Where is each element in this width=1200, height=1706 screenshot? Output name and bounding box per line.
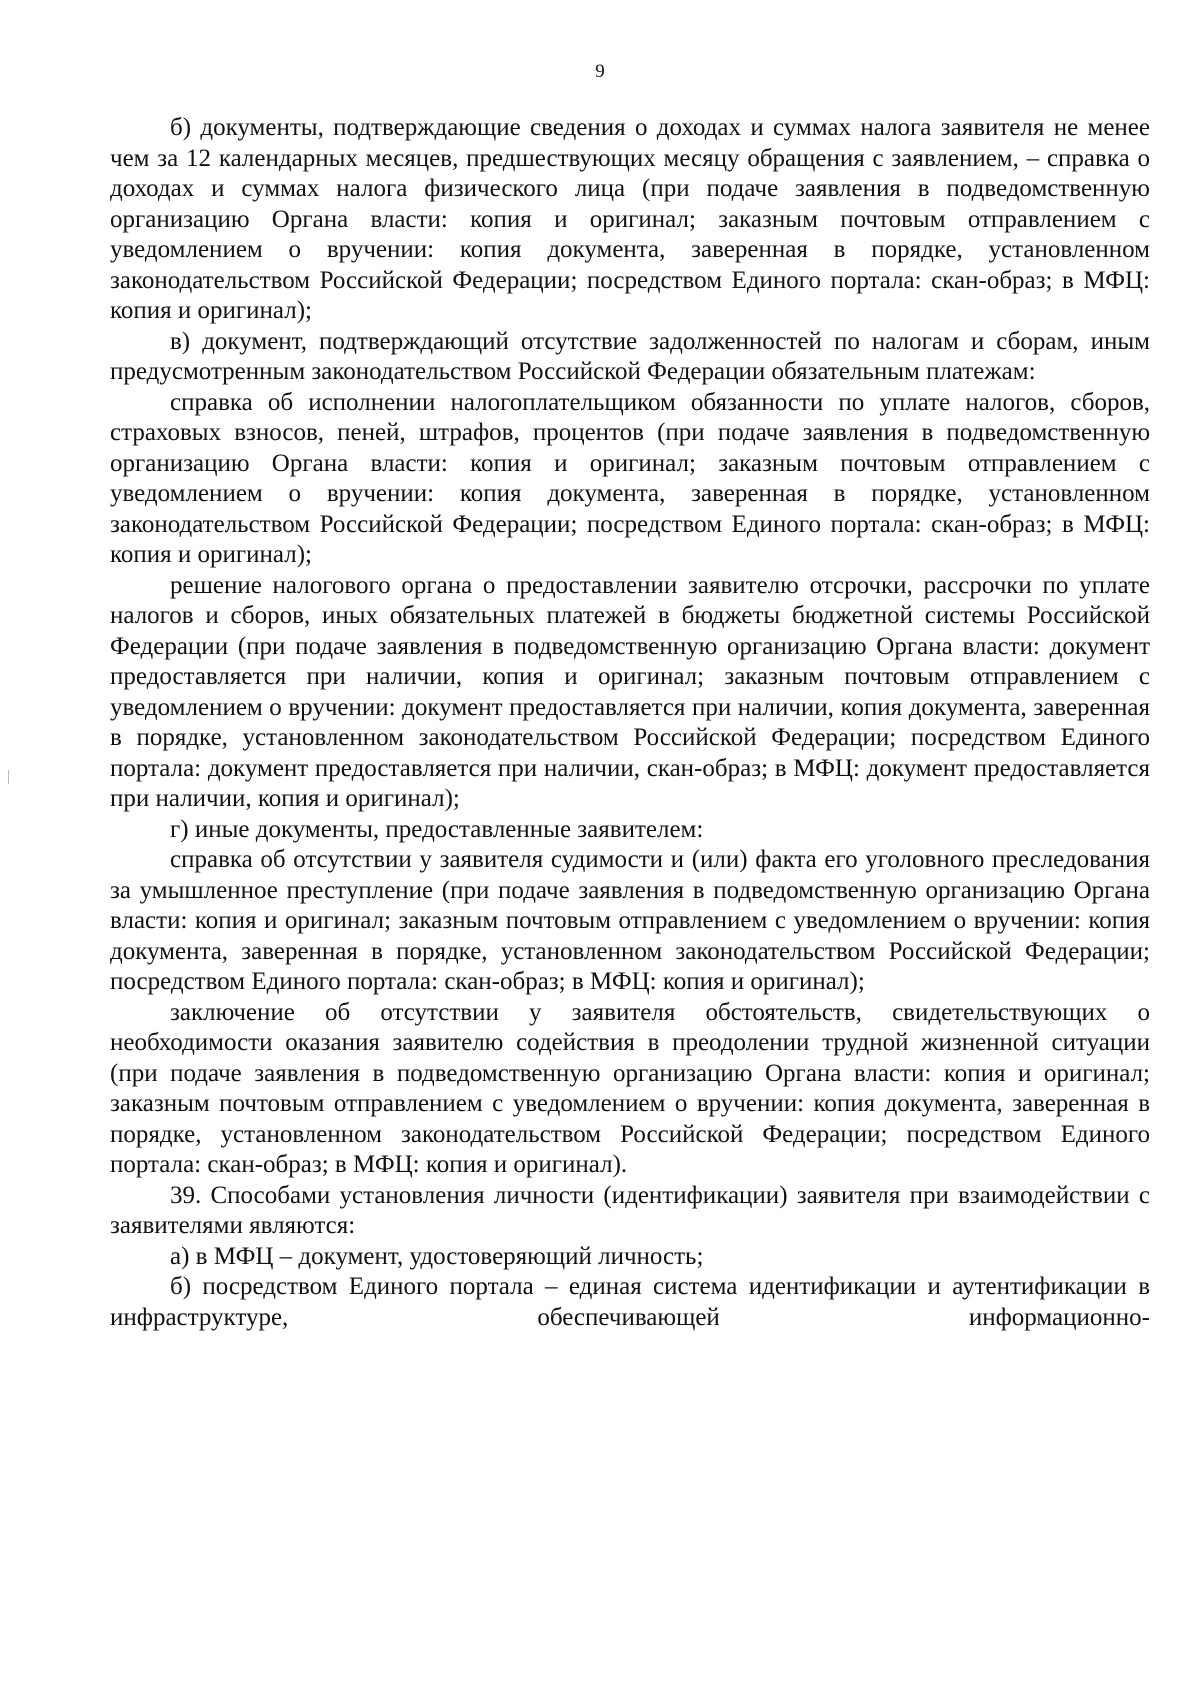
paragraph-39-identification-methods: 39. Способами установления личности (идентификации) заявителя при взаимодействии с заявителями являются: [110,1181,1150,1239]
paragraph-hardship-conclusion: заключение об отсутствии у заявителя обстоятельств, свидетельствующих о необходимости оказания заявителю содействия в преодолении трудной жизненной ситуации (при подаче заявления в подведомственную организацию Органа власти: копия и оригинал; заказным почтовым отправлением с уведомлением о вручении: копия документа, заверенная в порядке, установленном законодательством Российской Федерации; посредством Единого портала: скан-образ; в МФЦ: копия и оригинал). [110,998,1150,1178]
paragraph-a-mfc-identification: а) в МФЦ – документ, удостоверяющий личность; [170,1242,704,1270]
page-number: 9 [595,61,605,82]
scan-margin-mark [8,770,9,784]
paragraph-b-portal-identification: б) посредством Единого портала – единая система идентификации и аутентификации в инфраструктуре, обеспечивающей информационно- [110,1273,1150,1331]
paragraph-no-criminal-record-certificate: справка об отсутствии у заявителя судимости и (или) факта его уголовного преследования за умышленное преступление (при подаче заявления в подведомственную организацию Органа власти: копия и оригинал; заказным почтовым отправлением с уведомлением о вручении: копия документа, заверенная в порядке, установленном законодательством Российской Федерации; посредством Единого портала: скан-образ; в МФЦ: копия и оригинал); [110,846,1150,995]
paragraph-tax-obligation-certificate: справка об исполнении налогоплательщиком обязанности по уплате налогов, сборов, страховых взносов, пеней, штрафов, процентов (при подаче заявления в подведомственную организацию Органа власти: копия и оригинал; заказным почтовым отправлением с уведомлением о вручении: копия документа, заверенная в порядке, установленном законодательством Российской Федерации; посредством Единого портала: скан-образ; в МФЦ: копия и оригинал); [110,388,1150,568]
paragraph-v-tax-debt-document: в) документ, подтверждающий отсутствие задолженностей по налогам и сборам, иным предусмотренным законодательством Российской Федерации обязательным платежам: [110,327,1150,385]
paragraph-tax-deferral-decision: решение налогового органа о предоставлении заявителю отсрочки, рассрочки по уплате налогов и сборов, иных обязательных платежей в бюджеты бюджетной системы Российской Федерации (при подаче заявления в подведомственную организацию Органа власти: документ предоставляется при наличии, копия и оригинал; заказным почтовым отправлением с уведомлением о вручении: документ предоставляется при наличии, копия документа, заверенная в порядке, установленном законодательством Российской Федерации; посредством Единого портала: документ предоставляется при наличии, скан-образ; в МФЦ: документ предоставляется при наличии, копия и оригинал); [110,571,1150,812]
document-body [110,113,1150,1333]
paragraph-g-other-documents: г) иные документы, предоставленные заявителем: [170,815,704,843]
paragraph-b-income-documents: б) документы, подтверждающие сведения о доходах и суммах налога заявителя не менее чем за 12 календарных месяцев, предшествующих месяцу обращения с заявлением, – справка о доходах и суммах налога физического лица (при подаче заявления в подведомственную организацию Органа власти: копия и оригинал; заказным почтовым отправлением с уведомлением о вручении: копия документа, заверенная в порядке, установленном законодательством Российской Федерации; посредством Единого портала: скан-образ; в МФЦ: копия и оригинал); [110,114,1150,324]
